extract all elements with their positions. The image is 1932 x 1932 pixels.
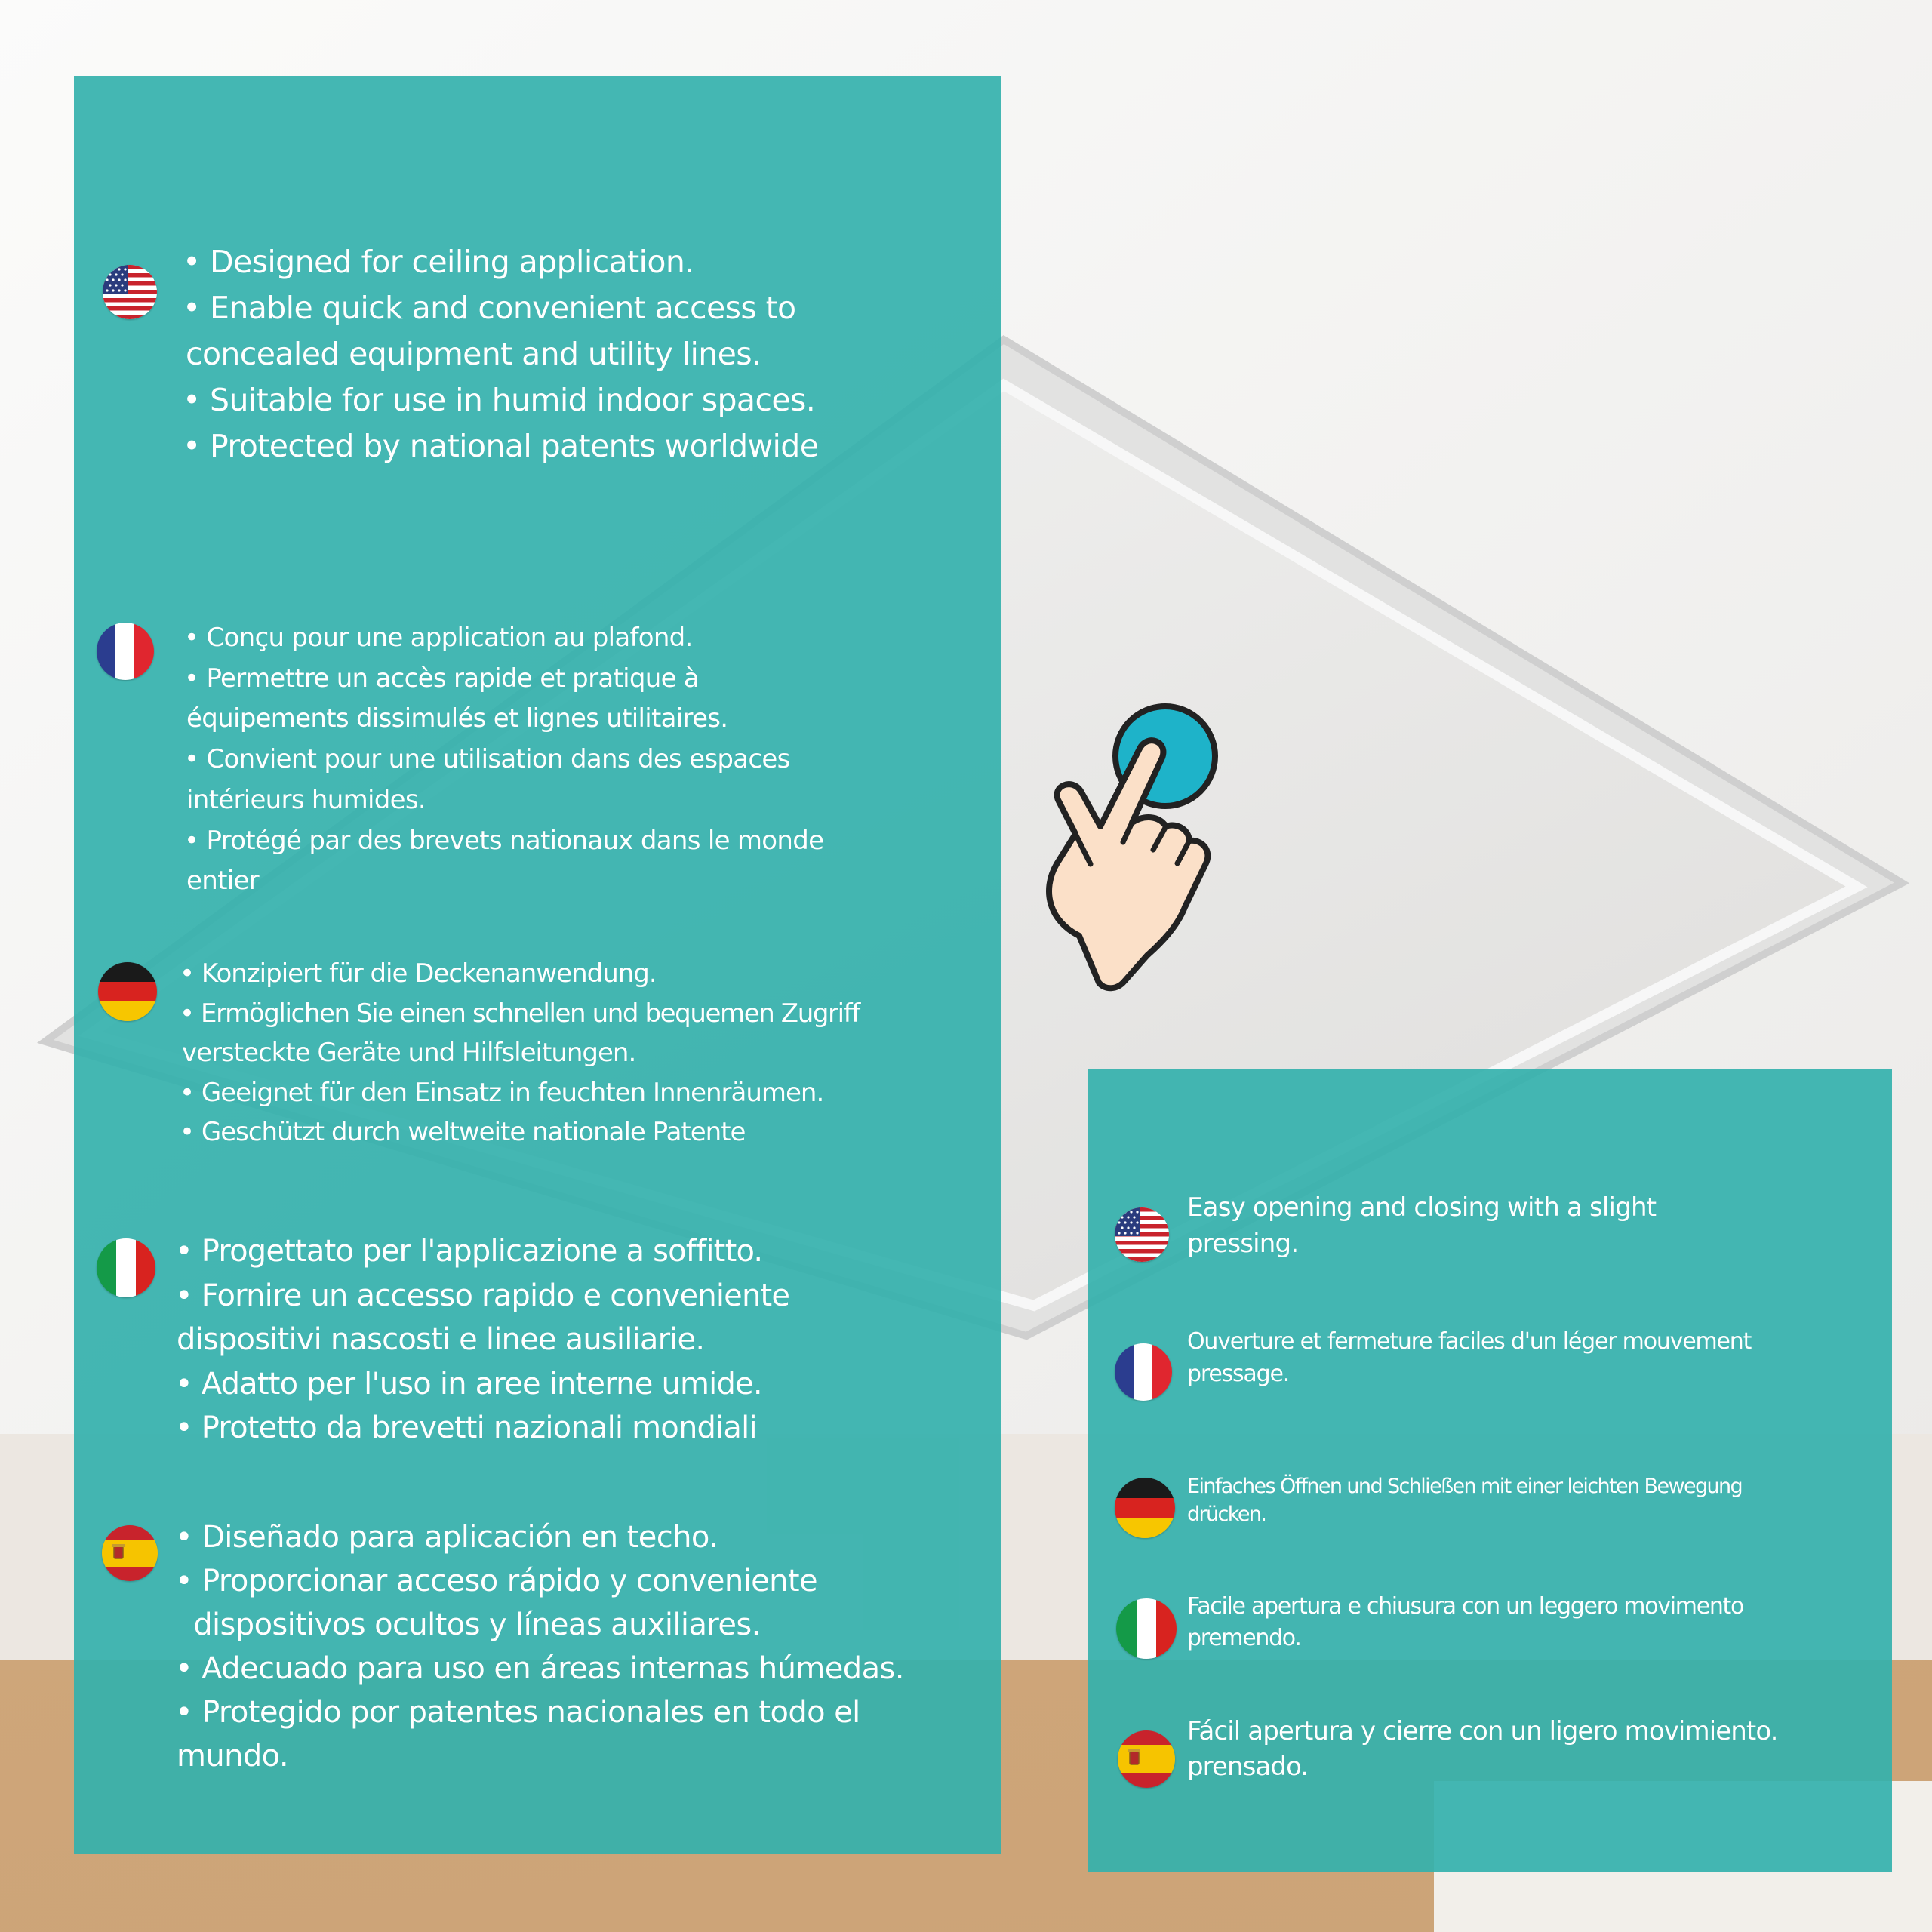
feature-line: • Permettre un accès rapide et pratique à bbox=[184, 663, 700, 694]
feature-text-it bbox=[175, 1229, 789, 1451]
opening-block-it bbox=[1088, 1582, 1892, 1665]
opening-line: Einfaches Öffnen und Schließen mit einer leichten Bewegung bbox=[1187, 1475, 1743, 1498]
feature-block-es bbox=[74, 1435, 1001, 1782]
feature-text-es bbox=[175, 1515, 904, 1778]
italy-flag-icon bbox=[1116, 1598, 1177, 1659]
opening-info-panel bbox=[1088, 1069, 1892, 1872]
feature-line: • Fornire un accesso rapido e conveniente bbox=[175, 1278, 790, 1313]
opening-line: drücken. bbox=[1187, 1503, 1266, 1526]
feature-block-en bbox=[74, 76, 1001, 499]
france-flag-icon bbox=[1115, 1343, 1172, 1401]
opening-line: Facile apertura e chiusura con un leggero movimento bbox=[1187, 1593, 1744, 1620]
opening-text-de bbox=[1187, 1472, 1742, 1528]
feature-line: mundo. bbox=[177, 1739, 288, 1774]
spain-flag-icon bbox=[1118, 1730, 1175, 1788]
opening-block-es bbox=[1088, 1714, 1892, 1797]
feature-line: • Protetto da brevetti nazionali mondiali bbox=[175, 1411, 757, 1445]
us-flag-icon bbox=[103, 265, 157, 319]
feature-line: • Protégé par des brevets nationaux dans le monde bbox=[184, 825, 824, 856]
feature-line: versteckte Geräte und Hilfsleitungen. bbox=[182, 1038, 636, 1068]
feature-line: • Conçu pour une application au plafond. bbox=[184, 623, 693, 653]
tap-hand-icon bbox=[1034, 702, 1238, 1004]
feature-line: • Enable quick and convenient access to bbox=[183, 290, 796, 326]
spain-flag-icon bbox=[102, 1525, 158, 1581]
germany-flag-icon bbox=[98, 962, 157, 1021]
france-flag-icon bbox=[97, 623, 154, 680]
italy-flag-icon bbox=[97, 1238, 155, 1297]
feature-block-fr bbox=[74, 529, 1001, 921]
feature-line: intérieurs humides. bbox=[186, 784, 426, 815]
opening-block-de bbox=[1088, 1461, 1892, 1544]
feature-text-de bbox=[180, 954, 860, 1152]
feature-line: • Adatto per l'uso in aree interne umide. bbox=[175, 1366, 762, 1401]
feature-line: • Progettato per l'applicazione a soffitto. bbox=[175, 1234, 763, 1269]
germany-flag-icon bbox=[1115, 1478, 1175, 1538]
opening-line: pressing. bbox=[1187, 1229, 1299, 1259]
opening-text-it bbox=[1187, 1591, 1743, 1654]
feature-line: dispositivi nascosti e linee ausiliarie. bbox=[177, 1322, 705, 1357]
opening-line: premendo. bbox=[1187, 1625, 1301, 1651]
us-flag-icon bbox=[1115, 1208, 1169, 1262]
feature-line: équipements dissimulés et lignes utilitaires. bbox=[186, 703, 728, 734]
opening-text-es bbox=[1187, 1714, 1778, 1785]
feature-line: • Protegido por patentes nacionales en todo el bbox=[175, 1695, 860, 1730]
feature-line: • Ermöglichen Sie einen schnellen und bequemen Zugriff bbox=[180, 998, 860, 1029]
feature-text-fr bbox=[184, 618, 823, 902]
feature-line: • Proporcionar acceso rápido y conveniente bbox=[175, 1564, 817, 1598]
feature-line: • Geschützt durch weltweite nationale Patente bbox=[180, 1117, 746, 1147]
feature-line: • Adecuado para uso en áreas internas húmedas. bbox=[175, 1651, 904, 1686]
opening-line: Fácil apertura y cierre con un ligero movimiento. bbox=[1187, 1716, 1778, 1746]
feature-line: • Convient pour une utilisation dans des espaces bbox=[184, 744, 790, 775]
opening-line: Ouverture et fermeture faciles d'un léger mouvement bbox=[1187, 1328, 1752, 1355]
opening-text-en bbox=[1187, 1189, 1656, 1262]
opening-line: prensado. bbox=[1187, 1752, 1309, 1782]
opening-block-fr bbox=[1088, 1325, 1892, 1408]
opening-text-fr bbox=[1187, 1325, 1751, 1390]
feature-line: • Geeignet für den Einsatz in feuchten Innenräumen. bbox=[180, 1077, 824, 1108]
feature-line: entier bbox=[186, 866, 259, 897]
feature-line: • Suitable for use in humid indoor spaces. bbox=[183, 382, 816, 418]
feature-line: • Protected by national patents worldwide bbox=[183, 428, 819, 464]
feature-line: • Konzipiert für die Deckenanwendung. bbox=[180, 958, 657, 989]
opening-block-en bbox=[1088, 1189, 1892, 1280]
feature-block-de bbox=[74, 891, 1001, 1163]
feature-line: • Designed for ceiling application. bbox=[183, 244, 694, 280]
opening-line: Easy opening and closing with a slight bbox=[1187, 1192, 1657, 1223]
opening-line: pressage. bbox=[1187, 1361, 1290, 1387]
feature-line: • Diseñado para aplicación en techo. bbox=[175, 1520, 718, 1555]
feature-text-en bbox=[183, 239, 818, 469]
feature-line: concealed equipment and utility lines. bbox=[186, 336, 761, 372]
feature-line: dispositivos ocultos y líneas auxiliares. bbox=[175, 1607, 761, 1642]
features-panel bbox=[74, 76, 1001, 1854]
feature-block-it bbox=[74, 1148, 1001, 1445]
